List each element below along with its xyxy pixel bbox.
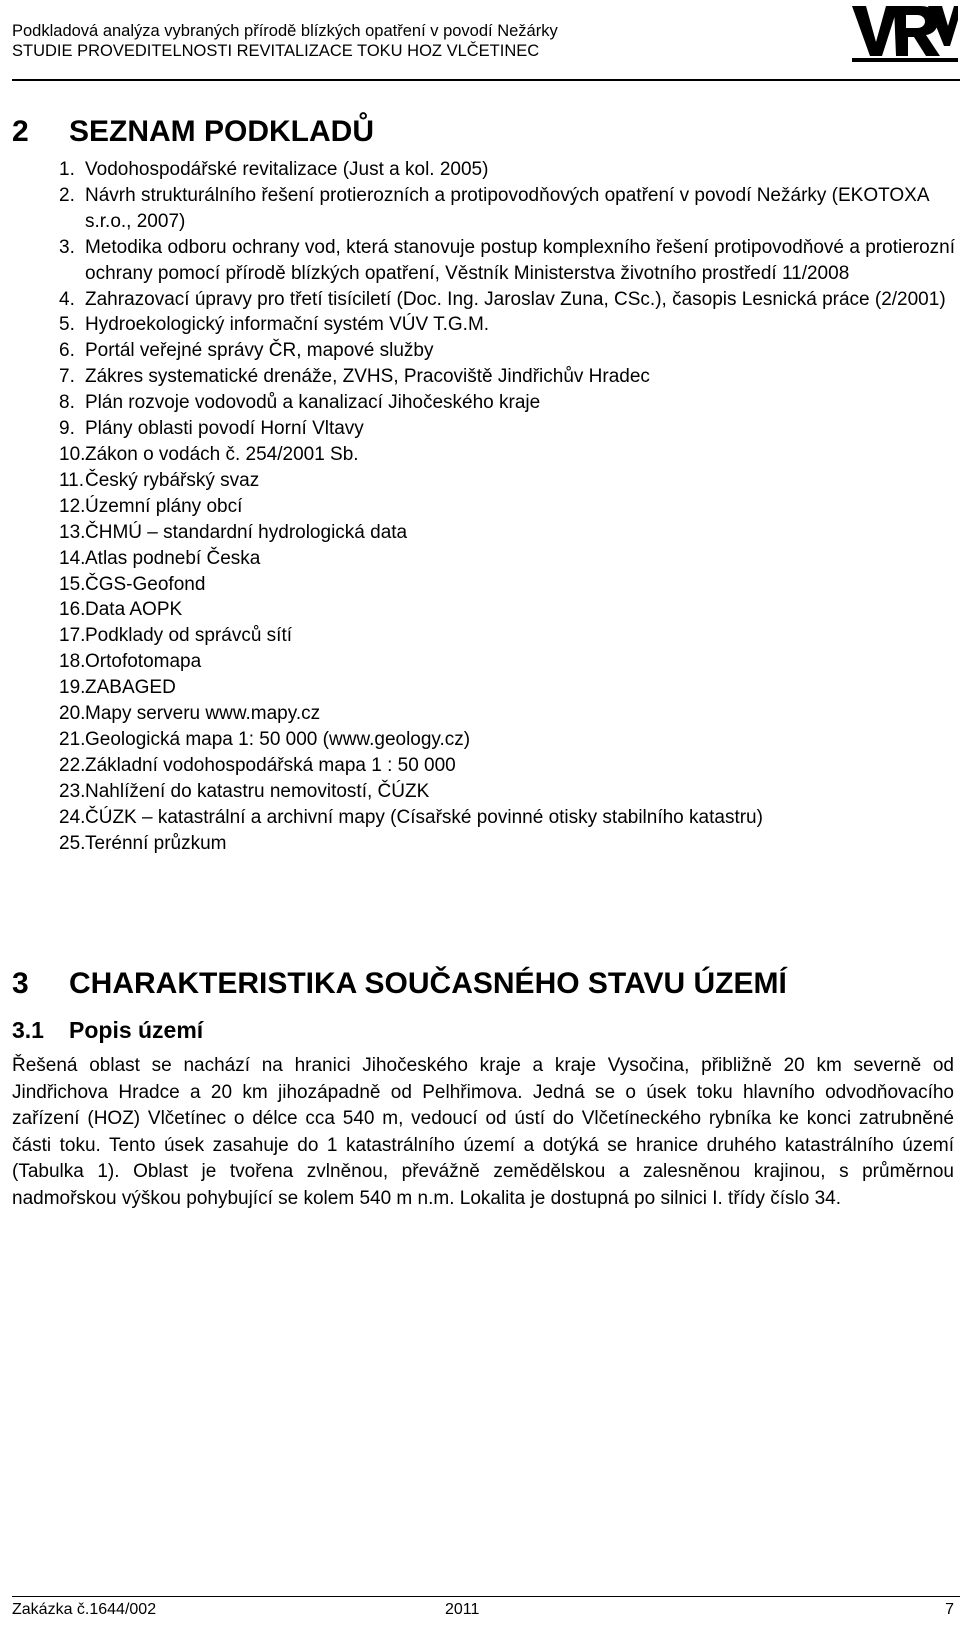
list-item-number: 2.	[59, 184, 75, 206]
list-item	[59, 546, 955, 572]
list-item	[59, 338, 955, 364]
list-item-text: Zákres systematické drenáže, ZVHS, Pracoviště Jindřichův Hradec	[85, 366, 650, 388]
list-item-text: Plány oblasti povodí Horní Vltavy	[85, 418, 364, 440]
list-item-number: 5.	[59, 314, 75, 336]
list-item-number: 10.	[59, 443, 86, 465]
list-item	[59, 364, 955, 390]
list-item-number: 16.	[59, 599, 86, 621]
section-3-heading	[12, 966, 787, 1002]
header-project-title: Podkladová analýza vybraných přírodě blízkých opatření v povodí Nežárky	[12, 22, 558, 40]
section-3-1-heading	[12, 1016, 203, 1044]
list-item-number: 17.	[59, 625, 86, 647]
list-item-number: 3.	[59, 236, 75, 258]
section-3-title: CHARAKTERISTIKA SOUČASNÉHO STAVU ÚZEMÍ	[69, 967, 787, 1000]
list-item-text: Metodika odboru ochrany vod, která stanovuje postup komplexního řešení protipovodňové a protierozní ochrany pomocí přírodě blízkých opatření, Věstník Ministerstva životního prostředí 11/2008	[85, 236, 955, 284]
list-item-number: 9.	[59, 418, 75, 440]
list-item-number: 22.	[59, 754, 86, 776]
list-item	[59, 287, 955, 313]
list-item	[59, 390, 955, 416]
vrv-logo	[850, 0, 958, 64]
list-item	[59, 805, 955, 831]
list-item-number: 20.	[59, 703, 86, 725]
footer-divider	[12, 1596, 960, 1597]
section-3-number: 3	[12, 967, 29, 1000]
list-item-number: 13.	[59, 521, 86, 543]
list-item-number: 7.	[59, 366, 75, 388]
list-item-number: 21.	[59, 728, 86, 750]
list-item	[59, 675, 955, 701]
list-item	[59, 649, 955, 675]
area-description-paragraph: Řešená oblast se nachází na hranici Jihočeského kraje a kraje Vysočina, přibližně 20 km severně od Jindřichova Hradce a 20 km jihozápadně od Pelhřimova. Jedná se o úsek toku hlavního odvodňovacího zařízení (HOZ) Vlčetínec o délce cca 540 m, vedoucí od ústí do Vlčetíneckého rybníka ke konci zatrubněné části toku. Tento úsek zasahuje do 1 katastrálního území a dotýká se hranice druhého katastrálního území (Tabulka 1). Oblast je tvořena zvlněnou, převážně zemědělskou a zalesněnou krajinou, s průměrnou nadmořskou výškou pohybující se kolem 540 m n.m. Lokalita je dostupná po silnici I. třídy číslo 34.	[12, 1055, 954, 1209]
list-item	[59, 623, 955, 649]
list-item	[59, 831, 955, 857]
list-item-text: Zahrazovací úpravy pro třetí tisíciletí (Doc. Ing. Jaroslav Zuna, CSc.), časopis Lesnická práce (2/2001)	[85, 288, 946, 310]
list-item-number: 6.	[59, 340, 75, 362]
list-item-text: Mapy serveru www.mapy.cz	[85, 703, 321, 725]
list-item	[59, 779, 955, 805]
list-item-number: 11.	[59, 469, 85, 491]
list-item	[59, 701, 955, 727]
list-item-text: Portál veřejné správy ČR, mapové služby	[85, 340, 434, 362]
list-item-number: 19.	[59, 677, 86, 699]
list-item-text: ČÚZK – katastrální a archivní mapy (Císařské povinné otisky stabilního katastru)	[85, 806, 763, 828]
list-item-text: Plán rozvoje vodovodů a kanalizací Jihočeského kraje	[85, 392, 541, 414]
list-item-number: 1.	[59, 159, 75, 180]
list-item	[59, 572, 955, 598]
list-item-text: Terénní průzkum	[85, 832, 227, 854]
list-item-number: 4.	[59, 288, 75, 310]
section-2-heading	[12, 114, 374, 150]
list-item	[59, 416, 955, 442]
list-item	[59, 442, 955, 468]
list-item-text: Územní plány obcí	[85, 495, 243, 517]
list-item-number: 8.	[59, 392, 75, 414]
list-item-number: 25.	[59, 832, 86, 854]
list-item	[59, 183, 955, 235]
list-item	[59, 235, 955, 287]
list-item-number: 15.	[59, 573, 86, 595]
section-3-1-number: 3.1	[12, 1017, 44, 1043]
list-item-text: Základní vodohospodářská mapa 1 : 50 000	[85, 754, 456, 776]
list-item-text: ČGS-Geofond	[85, 573, 206, 595]
header-study-title: STUDIE PROVEDITELNOSTI REVITALIZACE TOKU HOZ VLČETINEC	[12, 42, 540, 60]
list-item	[59, 157, 955, 183]
list-item-number: 18.	[59, 651, 86, 673]
list-item-text: Zákon o vodách č. 254/2001 Sb.	[85, 443, 359, 465]
footer-contract-number: Zakázka č.1644/002	[12, 1601, 157, 1618]
list-item-number: 24.	[59, 806, 86, 828]
header-divider	[12, 79, 960, 81]
list-item	[59, 727, 955, 753]
list-item-text: Český rybářský svaz	[85, 469, 260, 491]
section-3-1-title: Popis území	[69, 1017, 204, 1043]
list-item-text: Vodohospodářské revitalizace (Just a kol. 2005)	[85, 159, 489, 180]
footer-year: 2011	[445, 1601, 480, 1618]
list-item-text: Hydroekologický informační systém VÚV T.G.M.	[85, 314, 490, 336]
list-item-text: Návrh strukturálního řešení protierozních a protipovodňových opatření v povodí Nežárky (EKOTOXA s.r.o., 2007)	[85, 184, 929, 232]
list-item-text: Data AOPK	[85, 599, 183, 621]
list-item-number: 14.	[59, 547, 86, 569]
list-item-text: Ortofotomapa	[85, 651, 202, 673]
list-item-text: Nahlížení do katastru nemovitostí, ČÚZK	[85, 780, 430, 802]
list-item	[59, 494, 955, 520]
list-item-text: ČHMÚ – standardní hydrologická data	[85, 521, 408, 543]
list-item	[59, 597, 955, 623]
section-2-title: SEZNAM PODKLADŮ	[69, 115, 374, 148]
list-item-text: Atlas podnebí Česka	[85, 547, 261, 569]
list-item-text: Podklady od správců sítí	[85, 625, 292, 647]
list-item-number: 23.	[59, 780, 86, 802]
references-list	[59, 157, 955, 856]
list-item	[59, 312, 955, 338]
section-2-number: 2	[12, 115, 29, 148]
list-item-text: Geologická mapa 1: 50 000 (www.geology.cz)	[85, 728, 471, 750]
list-item-text: ZABAGED	[85, 677, 176, 699]
list-item	[59, 520, 955, 546]
list-item	[59, 468, 955, 494]
list-item-number: 12.	[59, 495, 86, 517]
list-item	[59, 753, 955, 779]
footer-page-number: 7	[945, 1601, 954, 1618]
page-header	[12, 0, 960, 76]
